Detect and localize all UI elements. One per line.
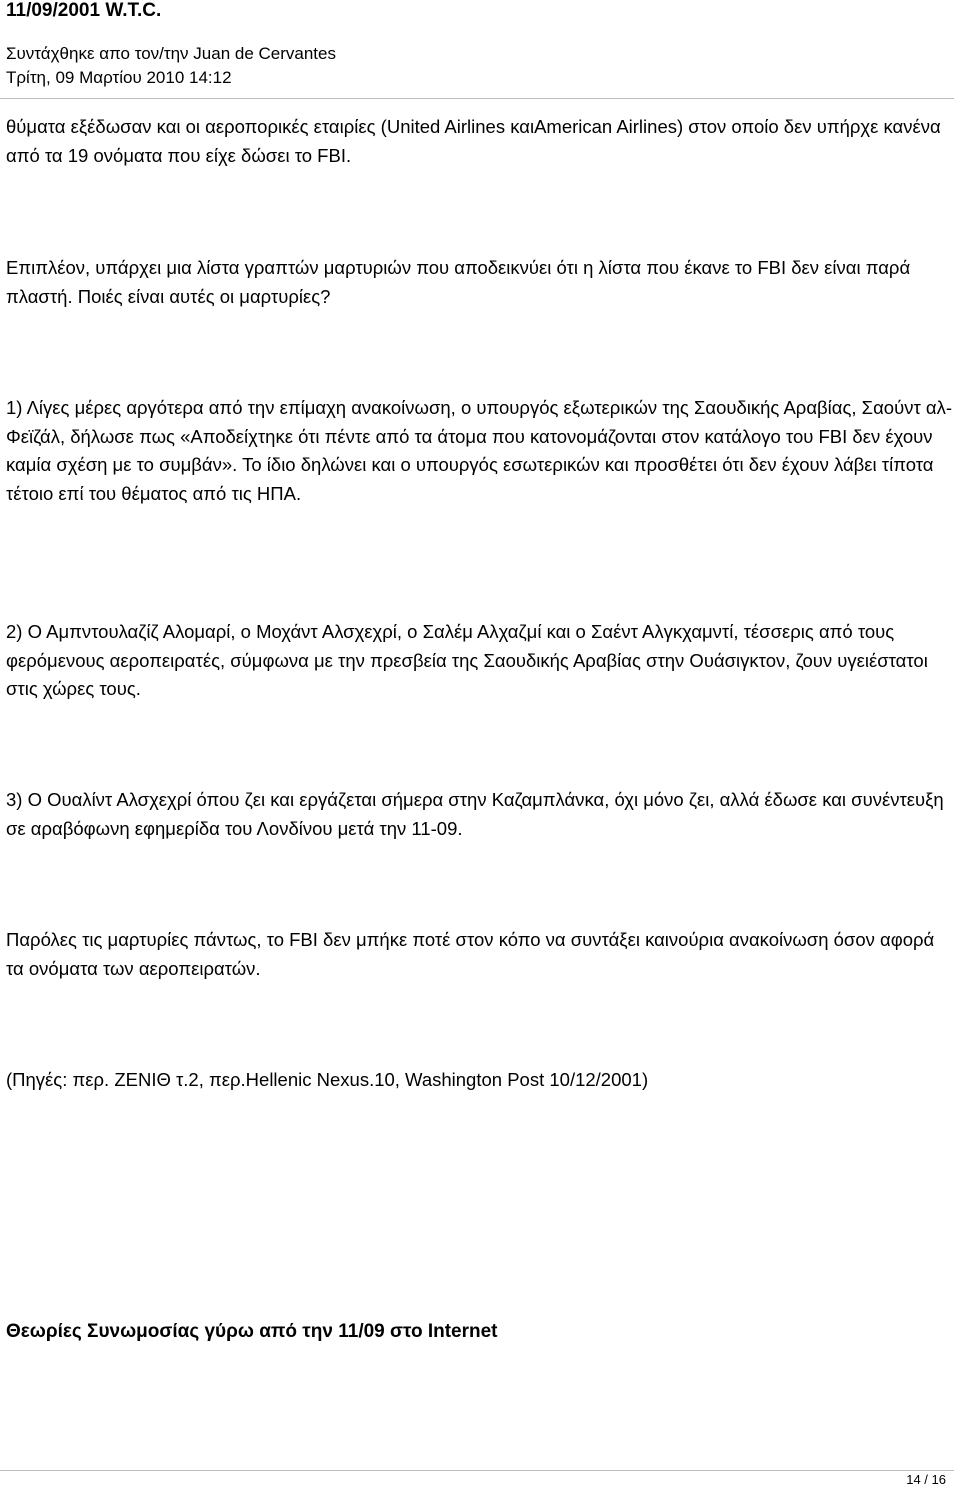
- footer-divider: [0, 1470, 954, 1471]
- paragraph-testimonies-intro: Επιπλέον, υπάρχει μια λίστα γραπτών μαρτυριών που αποδεικνύει ότι η λίστα που έκανε το FBI δεν είναι παρά πλαστή. Ποιές είναι αυτές οι μαρτυρίες?: [6, 257, 911, 307]
- paragraph-testimony-1: 1) Λίγες μέρες αργότερα από την επίμαχη ανακοίνωση, ο υπουργός εξωτερικών της Σαουδικής Αραβίας, Σαούντ αλ-Φεϊζάλ, δήλωσε πως «Αποδείχτηκε ότι πέντε από τα άτομα που κατονομάζονται στον κατάλογο του FBI δεν έχουν καμία σχέση με το συμβάν». Το ίδιο δηλώνει και ο υπουργός εσωτερικών και προσθέτει ότι δεν έχουν λάβει τίποτα τέτοιο επί του θέματος από τις ΗΠΑ.: [6, 397, 953, 504]
- page-number: 14 / 16: [906, 1472, 946, 1487]
- document-title: 11/09/2001 W.T.C.: [6, 0, 162, 21]
- author-line: Συντάχθηκε απο τον/την Juan de Cervantes: [6, 44, 336, 63]
- paragraph-testimony-3: 3) Ο Ουαλίντ Αλσχεχρί όπου ζει και εργάζεται σήμερα στην Καζαμπλάνκα, όχι μόνο ζει, αλλά έδωσε και συνέντευξη σε αραβόφωνη εφημερίδα του Λονδίνου μετά την 11-09.: [6, 789, 944, 839]
- paragraph-testimony-2: 2) Ο Αμπντουλαζίζ Αλομαρί, ο Μοχάντ Αλσχεχρί, ο Σαλέμ Αλχαζμί και ο Σαέντ Αλγκχαμντί, τέσσερις από τους φερόμενους αεροπειρατές, σύμφωνα με την πρεσβεία της Σαουδικής Αραβίας στην Ουάσιγκτον, ζουν υγειέστατοι στις χώρες τους.: [6, 621, 928, 699]
- page-header: [6, 0, 954, 90]
- date-line: Τρίτη, 09 Μαρτίου 2010 14:12: [6, 68, 232, 87]
- paragraph-sources: (Πηγές: περ. ΖΕΝΙΘ τ.2, περ.Hellenic Nexus.10, Washington Post 10/12/2001): [6, 1069, 649, 1090]
- paragraph-conclusion: Παρόλες τις μαρτυρίες πάντως, το FBI δεν μπήκε ποτέ στον κόπο να συντάξει καινούρια ανακοίνωση όσον αφορά τα ονόματα των αεροπειρατών.: [6, 929, 935, 979]
- header-divider: [0, 98, 954, 99]
- section-heading: Θεωρίες Συνωμοσίας γύρω από την 11/09 στο Internet: [6, 1321, 498, 1342]
- paragraph-victims-list: θύματα εξέδωσαν και οι αεροπορικές εταιρίες (United Airlines καιAmerican Airlines) στον οποίο δεν υπήρχε κανένα από τα 19 ονόματα που είχε δώσει το FBI.: [6, 116, 941, 166]
